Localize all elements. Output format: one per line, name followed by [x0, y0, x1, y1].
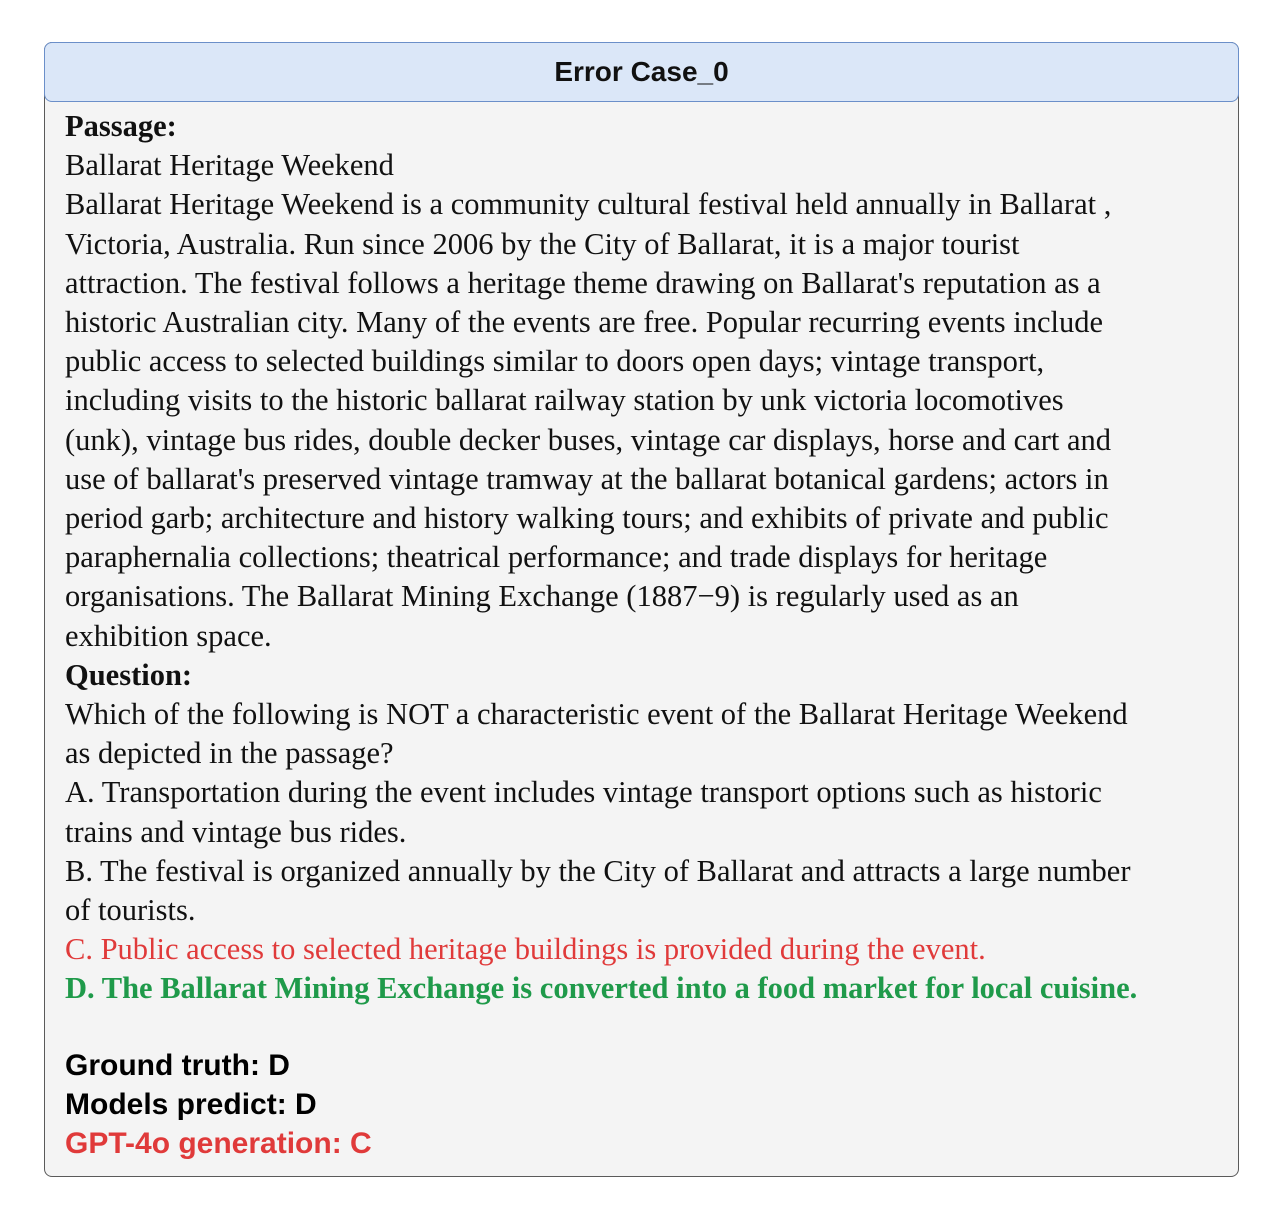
passage-line: historic Australian city. Many of the events are free. Popular recurring events include — [65, 305, 1104, 340]
passage-line: public access to selected buildings similar to doors open days; vintage transport, — [65, 344, 1045, 379]
card-body — [65, 107, 1230, 1009]
passage-line: Victoria, Australia. Run since 2006 by the City of Ballarat, it is a major tourist — [65, 226, 1020, 261]
ground-truth: Ground truth: D — [65, 1049, 290, 1082]
passage-line: including visits to the historic ballarat railway station by unk victoria locomotives — [65, 383, 1064, 418]
passage-line: (unk), vintage bus rides, double decker buses, vintage car displays, horse and cart and — [65, 422, 1111, 457]
result-summary — [65, 1046, 372, 1163]
option-b-line: of tourists. — [65, 893, 196, 928]
passage-line: organisations. The Ballarat Mining Exchange (1887−9) is regularly used as an — [65, 579, 1019, 614]
passage-line: exhibition space. — [65, 618, 272, 653]
models-predict: Models predict: D — [65, 1088, 317, 1121]
option-b-line: B. The festival is organized annually by the City of Ballarat and attracts a large number — [65, 853, 1131, 888]
error-case-card — [44, 42, 1239, 1177]
question-label: Question: — [65, 657, 193, 692]
question-line: as depicted in the passage? — [65, 736, 394, 771]
passage-line: attraction. The festival follows a heritage theme drawing on Ballarat's reputation as a — [65, 265, 1101, 300]
option-c-line: C. Public access to selected heritage buildings is provided during the event. — [65, 932, 986, 967]
card-title: Error Case_0 — [554, 56, 729, 87]
option-d-line: D. The Ballarat Mining Exchange is converted into a food market for local cuisine. — [65, 971, 1138, 1006]
passage-label: Passage: — [65, 109, 177, 143]
passage-line: period garb; architecture and history walking tours; and exhibits of private and public — [65, 501, 1109, 536]
passage-line: Ballarat Heritage Weekend is a community cultural festival held annually in Ballarat , — [65, 187, 1112, 222]
passage-line: paraphernalia collections; theatrical performance; and trade displays for heritage — [65, 540, 1048, 575]
gpt4o-generation: GPT-4o generation: C — [65, 1127, 372, 1160]
question-line: Which of the following is NOT a characteristic event of the Ballarat Heritage Weekend — [65, 697, 1128, 732]
option-a-line: A. Transportation during the event includes vintage transport options such as historic — [65, 775, 1102, 810]
card-header — [44, 42, 1239, 102]
passage-line: use of ballarat's preserved vintage tramway at the ballarat botanical gardens; actors in — [65, 461, 1109, 496]
passage-line: Ballarat Heritage Weekend — [65, 148, 394, 183]
option-a-line: trains and vintage bus rides. — [65, 814, 407, 849]
